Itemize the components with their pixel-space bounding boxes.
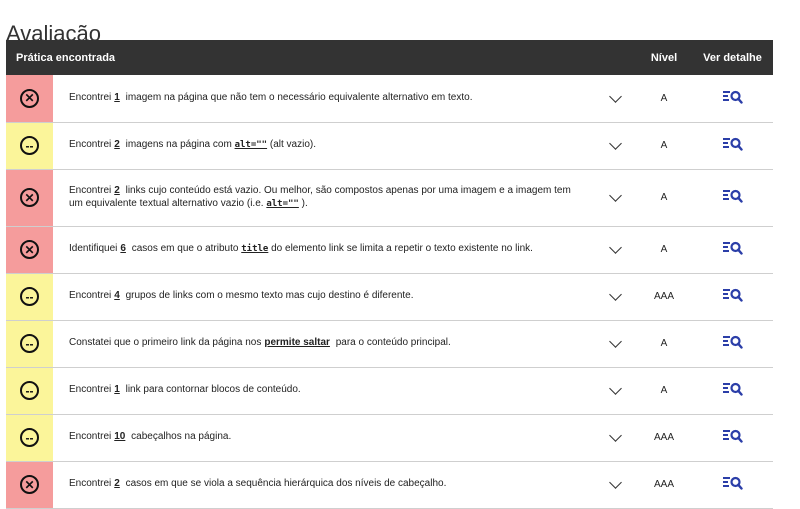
chevron-down-icon <box>609 189 622 202</box>
view-detail-button[interactable] <box>692 414 773 461</box>
expand-row-button[interactable] <box>594 414 636 461</box>
minus-circle-icon: -- <box>20 428 39 447</box>
list-search-icon <box>723 429 743 443</box>
row-text-pre: Constatei que o primeiro link da página nos <box>69 337 262 349</box>
view-detail-button[interactable] <box>692 461 773 508</box>
row-description <box>53 122 594 169</box>
row-text-post: para o conteúdo principal. <box>335 337 451 349</box>
status-cell <box>6 461 53 508</box>
table-row <box>6 273 773 320</box>
occurrence-count-link[interactable]: 6 <box>120 243 126 255</box>
chevron-down-icon <box>609 90 622 103</box>
cross-circle-icon: ✕ <box>20 89 39 108</box>
occurrence-count-link[interactable]: 2 <box>114 478 120 490</box>
table-row <box>6 414 773 461</box>
skip-link[interactable]: permite saltar <box>264 337 330 349</box>
list-search-icon <box>723 335 743 349</box>
row-text-post2: (alt vazio). <box>269 139 316 151</box>
level-cell: AAA <box>654 432 675 443</box>
list-search-icon <box>723 189 743 203</box>
chevron-down-icon <box>609 429 622 442</box>
row-description <box>53 414 594 461</box>
list-search-icon <box>723 137 743 151</box>
row-text-post: imagens na página com <box>125 139 232 151</box>
level-cell: A <box>660 140 668 151</box>
row-description <box>53 320 594 367</box>
view-detail-button[interactable] <box>692 75 773 122</box>
cross-circle-icon: ✕ <box>20 475 39 494</box>
chevron-down-icon <box>609 241 622 254</box>
chevron-down-icon <box>609 137 622 150</box>
cross-circle-icon: ✕ <box>20 240 39 259</box>
status-cell <box>6 367 53 414</box>
row-text-post2: ). <box>301 197 308 209</box>
code-snippet: title <box>241 244 269 255</box>
expand-row-button[interactable] <box>594 226 636 273</box>
status-cell <box>6 273 53 320</box>
status-cell <box>6 75 53 122</box>
table-row <box>6 226 773 273</box>
expand-row-button[interactable] <box>594 367 636 414</box>
row-text-pre: Encontrei <box>69 384 112 396</box>
row-text-pre: Encontrei <box>69 431 112 443</box>
chevron-down-icon <box>609 382 622 395</box>
level-cell: AAA <box>654 291 675 302</box>
level-cell: AAA <box>654 479 675 490</box>
chevron-down-icon <box>609 288 622 301</box>
header-level: Nível <box>650 51 678 64</box>
status-cell <box>6 320 53 367</box>
expand-row-button[interactable] <box>594 461 636 508</box>
page-title: Avaliação <box>6 20 101 46</box>
list-search-icon <box>723 382 743 396</box>
list-search-icon <box>723 288 743 302</box>
minus-circle-icon: -- <box>20 136 39 155</box>
table-row <box>6 320 773 367</box>
row-description <box>53 75 594 122</box>
row-text-post: casos em que o atributo <box>131 243 239 255</box>
occurrence-count-link[interactable]: 2 <box>114 185 120 196</box>
row-text-post: links cujo conteúdo está vazio. Ou melhor, são compostos apenas por uma imagem e a imagem tem um equivalente textual alternativo vazio (i.e. <box>69 185 571 209</box>
row-text-pre: Encontrei <box>69 185 112 196</box>
expand-row-button[interactable] <box>594 75 636 122</box>
table-row <box>6 169 773 226</box>
row-description <box>53 226 594 273</box>
row-description <box>53 169 594 226</box>
minus-circle-icon: -- <box>20 334 39 353</box>
code-snippet: alt="" <box>266 198 299 209</box>
level-cell: A <box>660 244 668 255</box>
level-cell: A <box>660 92 668 104</box>
view-detail-button[interactable] <box>692 226 773 273</box>
table-row <box>6 461 773 508</box>
view-detail-button[interactable] <box>692 320 773 367</box>
code-snippet: alt="" <box>234 140 268 151</box>
status-cell <box>6 169 53 226</box>
row-text-pre: Encontrei <box>69 478 112 490</box>
status-cell <box>6 226 53 273</box>
row-text-post: imagem na página que não tem o necessário equivalente alternativo em texto. <box>125 92 473 103</box>
level-cell: A <box>660 192 668 203</box>
list-search-icon <box>723 90 743 104</box>
chevron-down-icon <box>609 476 622 489</box>
row-text-pre: Encontrei <box>69 139 112 151</box>
expand-row-button[interactable] <box>594 122 636 169</box>
occurrence-count-link[interactable]: 10 <box>114 431 126 443</box>
row-text-post: link para contornar blocos de conteúdo. <box>125 384 301 396</box>
view-detail-button[interactable] <box>692 122 773 169</box>
row-text-post: cabeçalhos na página. <box>131 431 232 443</box>
expand-row-button[interactable] <box>594 273 636 320</box>
row-description <box>53 273 594 320</box>
table-row <box>6 122 773 169</box>
level-cell: A <box>660 338 668 349</box>
minus-circle-icon: -- <box>20 287 39 306</box>
minus-circle-icon: -- <box>20 381 39 400</box>
view-detail-button[interactable] <box>692 367 773 414</box>
status-cell <box>6 122 53 169</box>
row-description <box>53 461 594 508</box>
occurrence-count-link[interactable]: 1 <box>114 92 120 103</box>
header-detail: Ver detalhe <box>703 51 762 64</box>
expand-row-button[interactable] <box>594 320 636 367</box>
occurrence-count-link[interactable]: 2 <box>114 139 120 151</box>
header-description: Prática encontrada <box>16 51 116 64</box>
row-text-post2: do elemento link se limita a repetir o texto existente no link. <box>271 243 533 255</box>
view-detail-button[interactable] <box>692 273 773 320</box>
level-cell: A <box>660 385 668 396</box>
list-search-icon <box>723 476 743 490</box>
status-cell <box>6 414 53 461</box>
cross-circle-icon: ✕ <box>20 188 39 207</box>
table-header-row <box>6 40 773 75</box>
row-text-pre: Encontrei <box>69 92 112 103</box>
row-text-post: casos em que se viola a sequência hierárquica dos níveis de cabeçalho. <box>125 478 447 490</box>
table-row <box>6 367 773 414</box>
row-description <box>53 367 594 414</box>
row-text-post: grupos de links com o mesmo texto mas cujo destino é diferente. <box>125 290 414 302</box>
table-row <box>6 75 773 122</box>
chevron-down-icon <box>609 335 622 348</box>
list-search-icon <box>723 241 743 255</box>
view-detail-button[interactable] <box>692 169 773 226</box>
occurrence-count-link[interactable]: 1 <box>114 384 120 396</box>
occurrence-count-link[interactable]: 4 <box>114 290 120 302</box>
row-text-pre: Identifiquei <box>69 243 118 255</box>
results-table <box>6 40 773 509</box>
row-text-pre: Encontrei <box>69 290 112 302</box>
expand-row-button[interactable] <box>594 169 636 226</box>
